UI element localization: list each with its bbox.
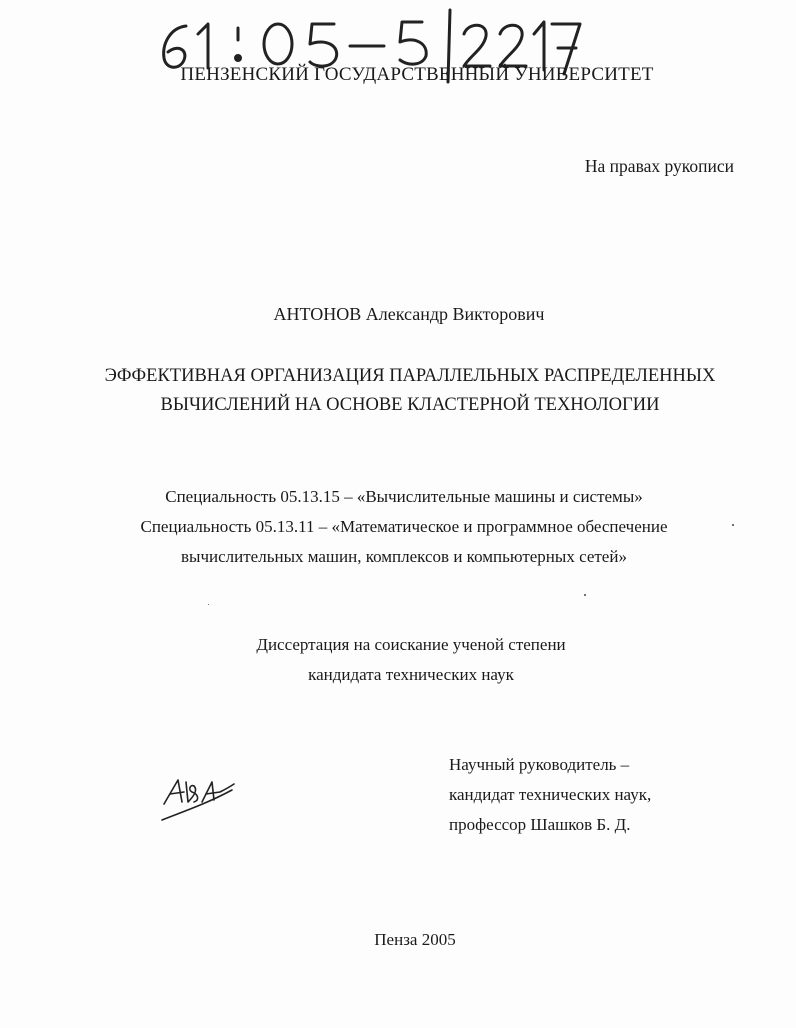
manuscript-note: На правах рукописи — [584, 156, 734, 176]
specialty-line: Специальность 05.13.11 – «Математическое и программное обеспечение — [140, 517, 668, 536]
specialty-line: Специальность 05.13.15 – «Вычислительные машины и системы» — [165, 487, 643, 506]
signature — [158, 770, 238, 826]
title-line: ЭФФЕКТИВНАЯ ОРГАНИЗАЦИЯ ПАРАЛЛЕЛЬНЫХ РАСПРЕДЕЛЕННЫХ — [104, 366, 716, 386]
supervisor-line: Научный руководитель – — [449, 755, 630, 774]
specialties-block — [0, 482, 796, 572]
supervisor-line: кандидат технических наук, — [449, 785, 652, 804]
supervisor-line: профессор Шашков Б. Д. — [449, 815, 631, 834]
university-name: ПЕНЗЕНСКИЙ ГОСУДАРСТВЕННЫЙ УНИВЕРСИТЕТ — [180, 64, 654, 85]
scan-speck — [732, 524, 734, 526]
author-name: АНТОНОВ Александр Викторович — [273, 304, 545, 324]
title-line: ВЫЧИСЛЕНИЙ НА ОСНОВЕ КЛАСТЕРНОЙ ТЕХНОЛОГИИ — [160, 395, 660, 415]
scan-speck — [208, 604, 209, 605]
supervisor-block — [449, 750, 651, 840]
dissertation-title — [0, 362, 796, 420]
city-year: Пенза 2005 — [374, 930, 456, 949]
specialty-line: вычислительных машин, комплексов и компьютерных сетей» — [181, 547, 627, 566]
degree-statement — [0, 630, 796, 690]
degree-line: Диссертация на соискание ученой степени — [256, 635, 566, 654]
scan-speck — [584, 594, 586, 596]
degree-line: кандидата технических наук — [308, 665, 514, 684]
